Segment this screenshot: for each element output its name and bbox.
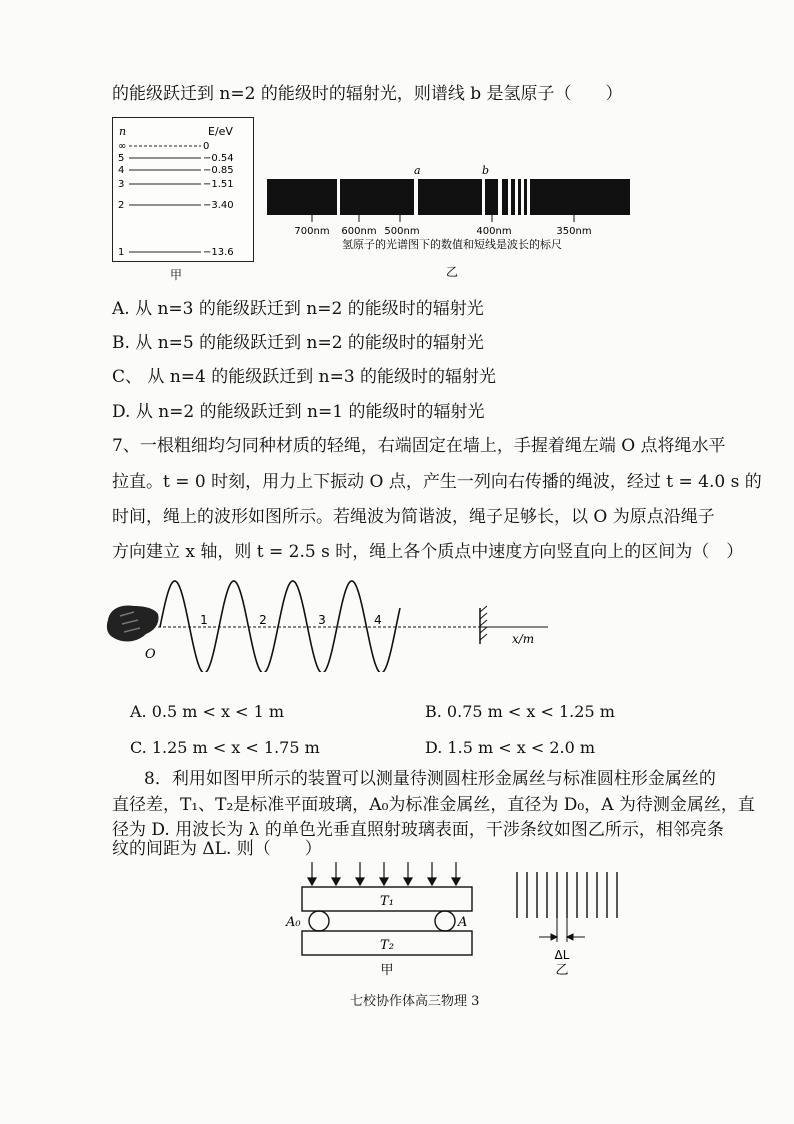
spectrum-tick-350: 350nm xyxy=(556,226,592,237)
spectrum-caption: 乙 xyxy=(445,265,459,279)
level-n-1: 1 xyxy=(118,247,125,258)
energy-level-svg xyxy=(113,118,253,261)
q7-line-3: 时间，绳上的波形如图所示。若绳波为简谐波，绳子足够长，以 O 为原点沿绳子 xyxy=(112,507,715,527)
level-e-2: −3.40 xyxy=(203,200,234,211)
t2-label: T₂ xyxy=(380,938,394,953)
n-header: n xyxy=(119,125,127,138)
level-diagram-caption: 甲 xyxy=(170,268,183,282)
q6-option-b: B. 从 n=5 的能级跃迁到 n=2 的能级时的辐射光 xyxy=(112,333,484,353)
q6-intro-text: 的能级跃迁到 n=2 的能级时的辐射光，则谱线 b 是氢原子（ ） xyxy=(112,84,623,104)
x-axis-label: x/m xyxy=(512,632,535,646)
spectrum-tick-600: 600nm xyxy=(341,226,377,237)
mark-3: 3 xyxy=(318,613,326,627)
level-e-4: −0.85 xyxy=(203,165,234,176)
fringe-lines xyxy=(517,872,617,918)
q6-option-a: A. 从 n=3 的能级跃迁到 n=2 的能级时的辐射光 xyxy=(112,299,484,319)
q8-line-4: 纹的间距为 ΔL. 则（ ） xyxy=(112,839,322,859)
spectrum-line-b-label: b xyxy=(482,164,490,177)
origin-label: O xyxy=(145,647,156,662)
incident-light-arrows xyxy=(308,862,460,885)
e-header: E/eV xyxy=(208,125,233,138)
q7-line-1: 7、一根粗细均匀同种材质的轻绳，右端固定在墙上，手握着绳左端 O 点将绳水平 xyxy=(112,436,726,456)
level-n-inf: ∞ xyxy=(118,141,127,152)
q7-option-b: B. 0.75 m < x < 1.25 m xyxy=(425,702,615,721)
level-n-3: 3 xyxy=(118,179,125,190)
level-e-3: −1.51 xyxy=(203,179,234,190)
interference-apparatus xyxy=(280,860,490,980)
q6-option-c: C、 从 n=4 的能级跃迁到 n=3 的能级时的辐射光 xyxy=(112,367,497,387)
hand-icon xyxy=(107,606,159,642)
q8-line-2: 直径差，T₁、T₂是标准平面玻璃，A₀为标准金属丝，直径为 D₀，A 为待测金属丝，直 xyxy=(112,795,755,815)
mark-1: 1 xyxy=(200,613,208,627)
apparatus-caption: 甲 xyxy=(380,963,394,978)
q7-option-c: C. 1.25 m < x < 1.75 m xyxy=(130,738,320,757)
level-e-1: −13.6 xyxy=(203,247,234,258)
level-n-5: 5 xyxy=(118,153,125,164)
q6-option-d: D. 从 n=2 的能级跃迁到 n=1 的能级时的辐射光 xyxy=(112,402,485,422)
q7-option-a: A. 0.5 m < x < 1 m xyxy=(130,702,285,721)
spectrum-tick-500: 500nm xyxy=(384,226,420,237)
delta-l-label: ΔL xyxy=(554,948,570,962)
mark-2: 2 xyxy=(259,613,267,627)
level-n-4: 4 xyxy=(118,165,125,176)
t1-label: T₁ xyxy=(380,894,394,909)
mark-4: 4 xyxy=(374,613,382,627)
spectrum-note: 氢原子的光谱图下的数值和短线是波长的标尺 xyxy=(342,238,562,251)
level-e-inf: 0 xyxy=(203,141,210,152)
wire-a xyxy=(435,911,455,931)
interference-fringes xyxy=(505,860,625,980)
energy-level-diagram xyxy=(112,117,254,262)
fringes-caption: 乙 xyxy=(555,963,569,978)
a-label: A xyxy=(458,915,468,930)
level-n-2: 2 xyxy=(118,200,125,211)
spectrum-tick-400: 400nm xyxy=(476,226,512,237)
level-e-5: −0.54 xyxy=(203,153,234,164)
spectrum-line-a-label: a xyxy=(414,164,421,177)
q7-line-4: 方向建立 x 轴，则 t = 2.5 s 时，绳上各个质点中速度方向竖直向上的区间为（ ） xyxy=(112,542,744,562)
q7-option-d: D. 1.5 m < x < 2.0 m xyxy=(425,738,596,757)
a0-label: A₀ xyxy=(286,915,301,930)
delta-l-marker xyxy=(539,918,585,942)
q8-line-1: 8．利用如图甲所示的装置可以测量待测圆柱形金属丝与标准圆柱形金属丝的 xyxy=(144,769,716,789)
page-footer: 七校协作体高三物理 3 xyxy=(350,994,480,1009)
wire-a0 xyxy=(309,911,329,931)
q7-line-2: 拉直。t = 0 时刻，用力上下振动 O 点，产生一列向右传播的绳波，经过 t = 4.0 s 的 xyxy=(112,472,762,492)
rope-wave-figure xyxy=(100,572,560,672)
spectrum-bands xyxy=(267,179,630,215)
q8-line-3: 径为 D. 用波长为 λ 的单色光垂直照射玻璃表面，干涉条纹如图乙所示，相邻亮条 xyxy=(112,820,724,840)
spectrum-tick-700: 700nm xyxy=(294,226,330,237)
hydrogen-spectrum xyxy=(262,162,642,280)
